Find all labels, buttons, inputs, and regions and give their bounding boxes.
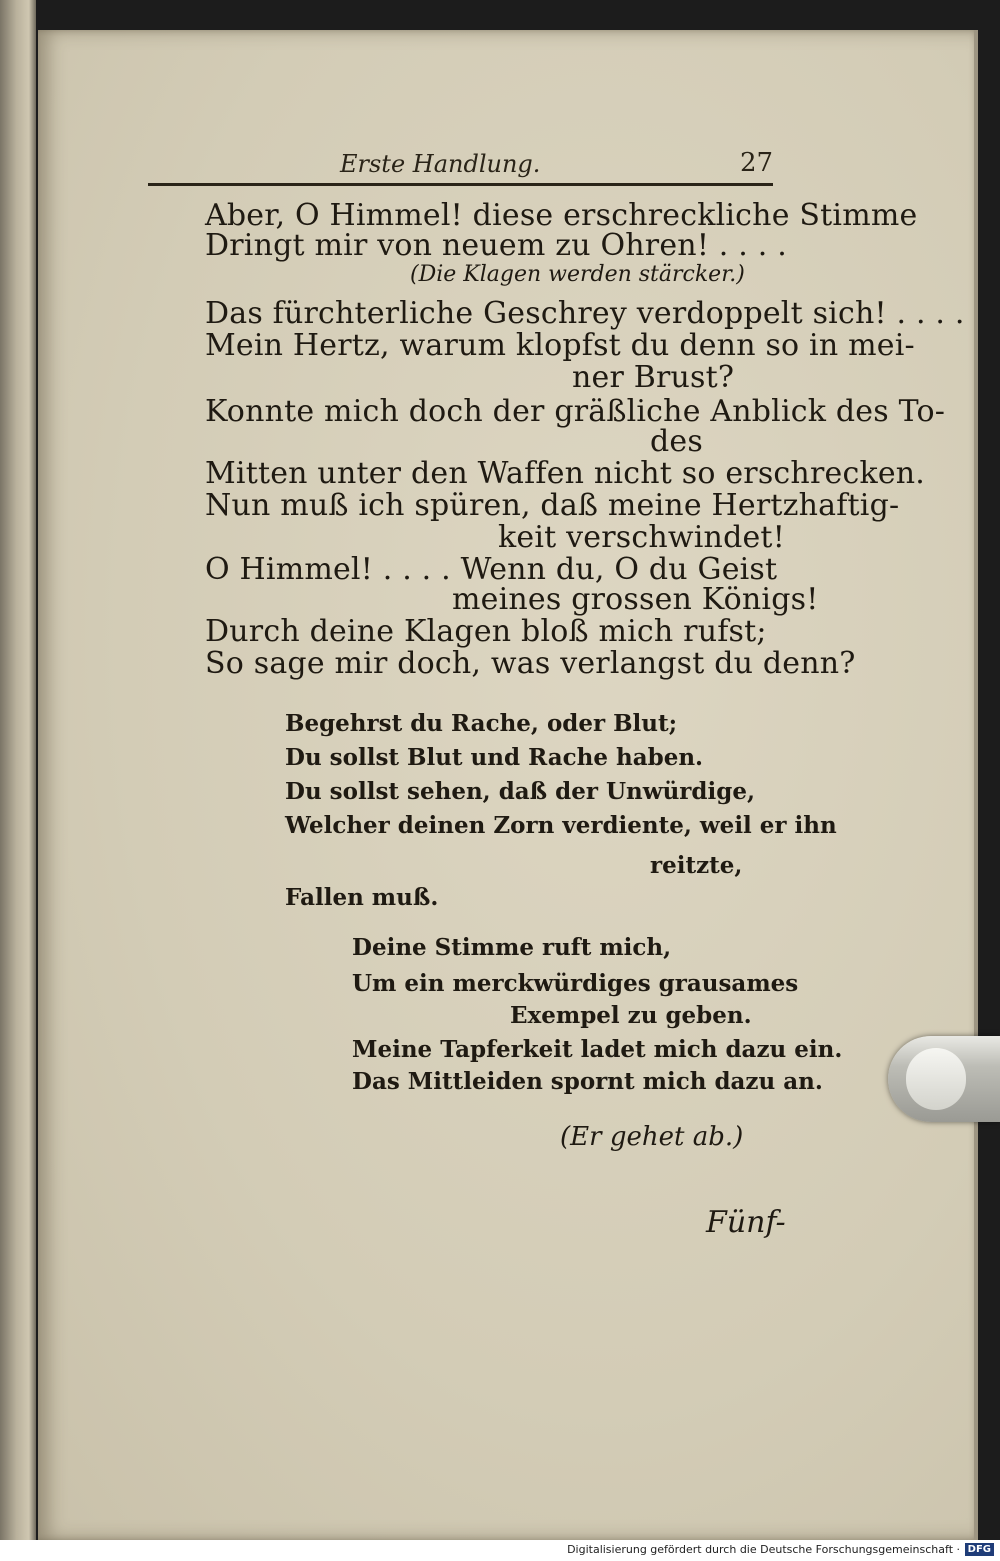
footer-credit: Digitalisierung gefördert durch die Deutsche Forschungsgemeinschaft · [567,1543,960,1556]
aria-line: Begehrst du Rache, oder Blut; [285,710,678,737]
footer-bar [0,1540,1000,1561]
clip-highlight [906,1048,966,1110]
aria-line: Deine Stimme ruft mich, [352,934,672,961]
text-line: Dringt mir von neuem zu Ohren! . . . . [205,228,787,263]
text-line: O Himmel! . . . . Wenn du, O du Geist [205,552,778,587]
aria-line: Du sollst sehen, daß der Unwürdige, [285,778,755,805]
text-line: keit verschwindet! [498,520,785,555]
text-line: meines grossen Königs! [452,582,819,617]
aria-line: Fallen muß. [285,884,439,911]
aria-line: Um ein merckwürdiges grausames [352,970,799,997]
text-line: Nun muß ich spüren, daß meine Hertzhaftig- [205,488,900,523]
page-fore-edge [974,30,978,1540]
text-line: Durch deine Klagen bloß mich rufst; [205,614,767,649]
text-line: So sage mir doch, was verlangst du denn? [205,646,856,681]
catchword: Fünf- [706,1205,786,1240]
exit-direction: (Er gehet ab.) [560,1122,744,1152]
header-rule [148,183,773,186]
aria-line: Meine Tapferkeit ladet mich dazu ein. [352,1036,843,1063]
text-line: Konnte mich doch der gräßliche Anblick des To- [205,394,946,429]
text-line: ner Brust? [572,360,735,395]
aria-line: Welcher deinen Zorn verdiente, weil er ihn [285,812,837,839]
text-line: des [650,424,703,459]
text-line: Mitten unter den Waffen nicht so erschrecken. [205,456,926,491]
stage-direction: (Die Klagen werden stärcker.) [410,262,745,287]
aria-line: Du sollst Blut und Rache haben. [285,744,704,771]
text-line: Mein Hertz, warum klopfst du denn so in mei- [205,328,915,363]
page-number: 27 [740,148,774,178]
text-line: Das fürchterliche Geschrey verdoppelt sich! . . . . [205,296,965,331]
aria-line: Exempel zu geben. [510,1002,752,1029]
page-clip [888,1036,1000,1122]
dfg-logo: DFG [965,1543,994,1556]
aria-line: Das Mittleiden spornt mich dazu an. [352,1068,823,1095]
text-line: Aber, O Himmel! diese erschreckliche Stimme [205,198,918,233]
aria-line: reitzte, [650,852,743,879]
running-head: Erste Handlung. [340,150,541,178]
facing-page-edge [0,0,36,1540]
